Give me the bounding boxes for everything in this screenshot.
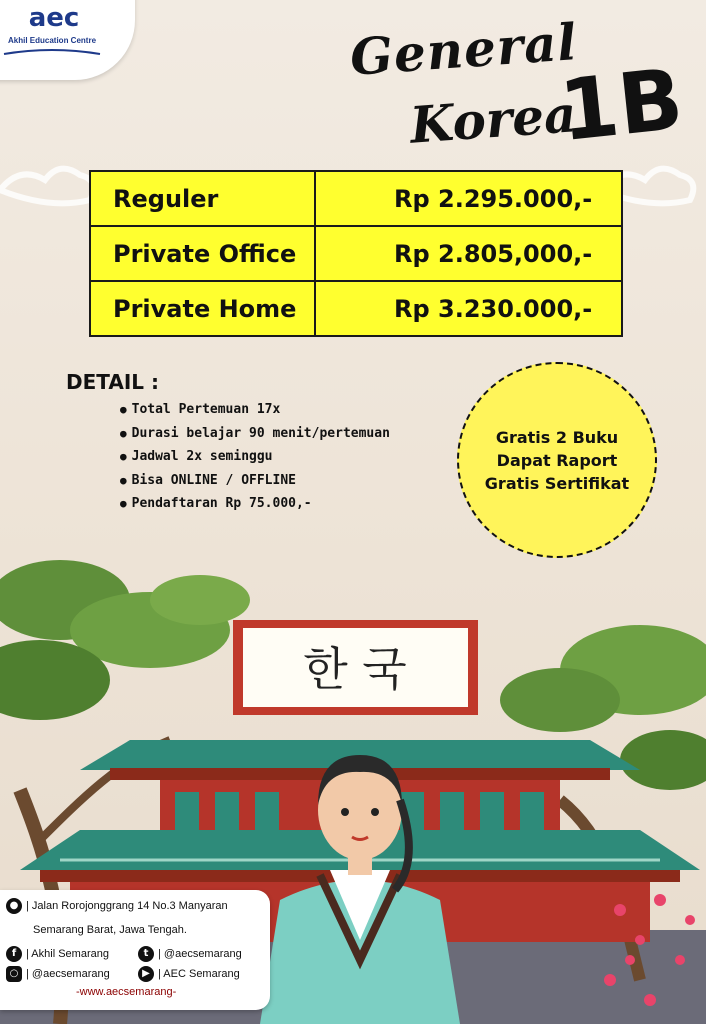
- detail-item: ● Total Pertemuan 17x: [120, 402, 390, 426]
- sign-text: 한 국: [303, 642, 407, 696]
- facebook-row[interactable]: [6, 946, 109, 962]
- detail-item: ● Pendaftaran Rp 75.000,-: [120, 496, 390, 520]
- promo-line: Dapat Raport: [496, 450, 618, 470]
- title-line-1: General: [348, 12, 580, 87]
- youtube-icon: ▶: [138, 966, 154, 982]
- promo-line: Gratis Sertifikat: [484, 473, 630, 493]
- detail-item: ● Bisa ONLINE / OFFLINE: [120, 473, 390, 497]
- plan-price: Rp 2.295.000,-: [315, 171, 622, 226]
- detail-item: ● Jadwal 2x seminggu: [120, 449, 390, 473]
- location-pin-icon: ●: [6, 898, 22, 914]
- price-row: [90, 171, 622, 226]
- promo-badge: [457, 362, 657, 558]
- logo-swoosh-icon: [2, 48, 102, 58]
- course-level: 1B: [555, 49, 688, 161]
- address-line-2: Semarang Barat, Jawa Tengah.: [33, 924, 187, 936]
- price-row: [90, 226, 622, 281]
- promo-line: Gratis 2 Buku: [495, 427, 619, 447]
- facebook-handle: | Akhil Semarang: [26, 947, 109, 960]
- instagram-row[interactable]: [6, 966, 110, 982]
- instagram-handle: | @aecsemarang: [26, 967, 110, 980]
- price-row: [90, 281, 622, 336]
- youtube-channel: | AEC Semarang: [158, 967, 240, 980]
- website-link[interactable]: -www.aecsemarang-: [76, 986, 177, 998]
- plan-price: Rp 2.805,000,-: [315, 226, 622, 281]
- svg-text:aec: aec: [28, 3, 80, 33]
- youtube-row[interactable]: [138, 966, 240, 982]
- address-line-1: | Jalan Rorojonggrang 14 No.3 Manyaran: [26, 899, 228, 912]
- twitter-handle: | @aecsemarang: [158, 947, 242, 960]
- logo-card: [0, 0, 135, 80]
- plan-name: Reguler: [90, 171, 315, 226]
- title-line-2: Korea: [408, 84, 579, 155]
- plan-price: Rp 3.230.000,-: [315, 281, 622, 336]
- address-row: [6, 898, 228, 914]
- detail-heading: DETAIL :: [66, 370, 159, 394]
- detail-list: [120, 402, 390, 520]
- detail-item: ● Durasi belajar 90 menit/pertemuan: [120, 426, 390, 450]
- plan-name: Private Home: [90, 281, 315, 336]
- price-table: [89, 170, 623, 337]
- plan-name: Private Office: [90, 226, 315, 281]
- contact-card: [0, 890, 270, 1010]
- instagram-icon: ○: [6, 966, 22, 982]
- twitter-icon: t: [138, 946, 154, 962]
- twitter-row[interactable]: [138, 946, 242, 962]
- logo-name: Akhil Education Centre: [8, 36, 97, 45]
- course-title: [330, 14, 690, 164]
- aec-logo-icon: [14, 0, 94, 36]
- facebook-icon: f: [6, 946, 22, 962]
